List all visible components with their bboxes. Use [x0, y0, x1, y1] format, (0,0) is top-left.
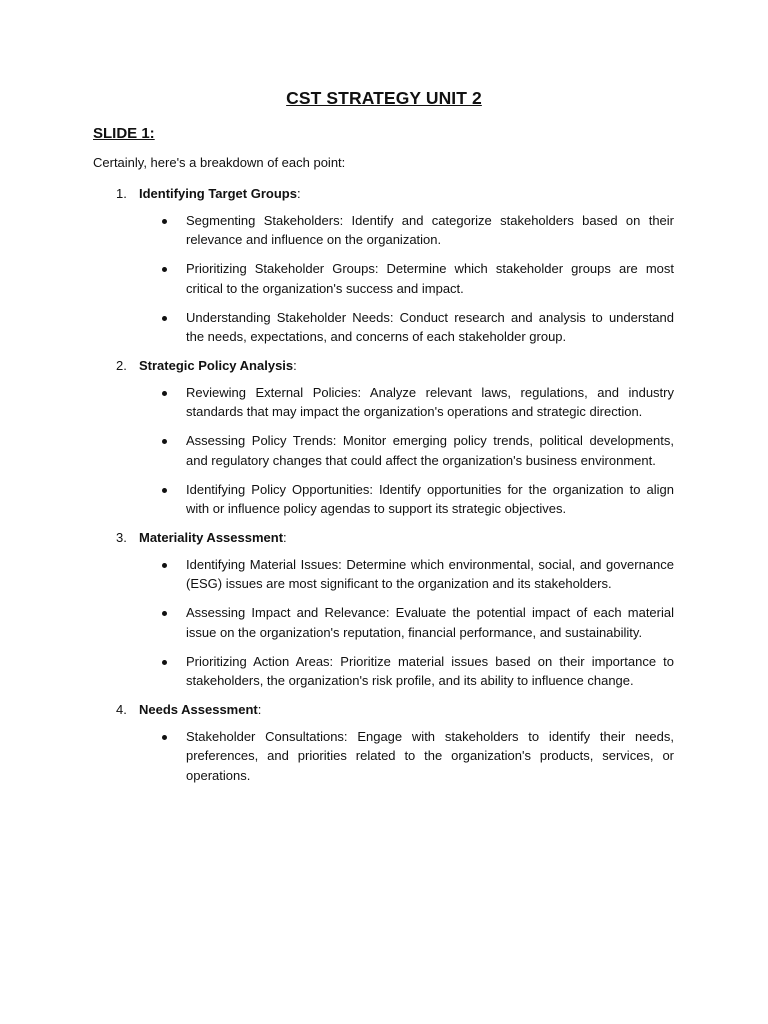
- section-heading: [0, 700, 768, 720]
- bullet-text: Reviewing External Policies: Analyze relevant laws, regulations, and industry standards that may impact the organization's operations and strategic direction.: [186, 384, 674, 420]
- bullet-text: Prioritizing Stakeholder Groups: Determine which stakeholder groups are most critical to the organization's success and impact.: [186, 261, 674, 296]
- section-number: 4.: [116, 701, 127, 717]
- bullet-icon: [162, 316, 167, 321]
- document-title: CST STRATEGY UNIT 2: [286, 88, 482, 108]
- list-item: [0, 431, 768, 470]
- section-title-suffix: :: [296, 186, 301, 201]
- section-title-text: Needs Assessment: [139, 701, 258, 717]
- bullet-icon: [162, 735, 167, 740]
- bullet-list: [0, 211, 768, 346]
- intro-text: Certainly, here's a breakdown of each point:: [93, 155, 346, 170]
- section-heading: [0, 528, 768, 548]
- bullet-icon: [162, 439, 167, 444]
- bullet-text: Assessing Impact and Relevance: Evaluate the potential impact of each material issue on the organization's reputation, financial performance, and sustainability.: [186, 605, 674, 640]
- list-item: [0, 603, 768, 642]
- section-title: [139, 528, 287, 548]
- section-title: [139, 356, 297, 376]
- list-item: [0, 555, 768, 594]
- bullet-text: Understanding Stakeholder Needs: Conduct research and analysis to understand the needs, expectations, and concerns of each stakeholder group.: [186, 309, 674, 345]
- list-item: [0, 480, 768, 519]
- list-item: [0, 308, 768, 347]
- section-title-suffix: :: [257, 701, 262, 717]
- bullet-icon: [162, 488, 167, 493]
- section-number: 3.: [116, 529, 127, 545]
- bullet-icon: [162, 563, 167, 568]
- bullet-icon: [162, 660, 167, 665]
- list-item: [0, 211, 768, 250]
- list-item: [0, 259, 768, 298]
- list-item: [0, 727, 768, 785]
- list-item: [0, 383, 768, 422]
- bullet-icon: [162, 391, 167, 396]
- section: [0, 356, 768, 518]
- section-title-text: Materiality Assessment: [139, 529, 284, 545]
- bullet-list: [0, 727, 768, 785]
- bullet-icon: [162, 219, 167, 224]
- bullet-text: Stakeholder Consultations: Engage with stakeholders to identify their needs, preferences, and priorities related to the organization's products, services, or operations.: [186, 728, 674, 783]
- section: [0, 184, 768, 346]
- section-heading: [0, 356, 768, 376]
- bullet-list: [0, 383, 768, 518]
- bullet-text: Prioritizing Action Areas: Prioritize material issues based on their importance to stakeholders, the organization's risk profile, and its ability to influence change.: [186, 653, 674, 688]
- bullet-list: [0, 555, 768, 690]
- bullet-text: Identifying Policy Opportunities: Identify opportunities for the organization to align with or influence policy agendas to support its strategic objectives.: [186, 481, 674, 516]
- section: [0, 528, 768, 690]
- section: [0, 700, 768, 785]
- section-number: 2.: [116, 357, 127, 373]
- bullet-icon: [162, 267, 167, 272]
- section-title: [139, 184, 301, 204]
- section-number: 1.: [116, 186, 127, 201]
- section-title-suffix: :: [283, 529, 287, 545]
- section-title-suffix: :: [293, 357, 297, 373]
- bullet-text: Segmenting Stakeholders: Identify and categorize stakeholders based on their relevance and influence on the organization.: [186, 213, 674, 248]
- sections-list: [0, 184, 768, 795]
- bullet-icon: [162, 611, 167, 616]
- slide-heading: SLIDE 1:: [93, 125, 155, 142]
- section-title-text: Identifying Target Groups: [139, 186, 297, 201]
- bullet-text: Assessing Policy Trends: Monitor emerging policy trends, political developments, and regulatory changes that could affect the organization's business environment.: [186, 433, 674, 468]
- section-heading: [0, 184, 768, 204]
- section-title-text: Strategic Policy Analysis: [139, 357, 294, 373]
- section-title: [139, 700, 261, 720]
- bullet-text: Identifying Material Issues: Determine which environmental, social, and governance (ESG) issues are most significant to the organization and its stakeholders.: [186, 556, 674, 592]
- list-item: [0, 652, 768, 691]
